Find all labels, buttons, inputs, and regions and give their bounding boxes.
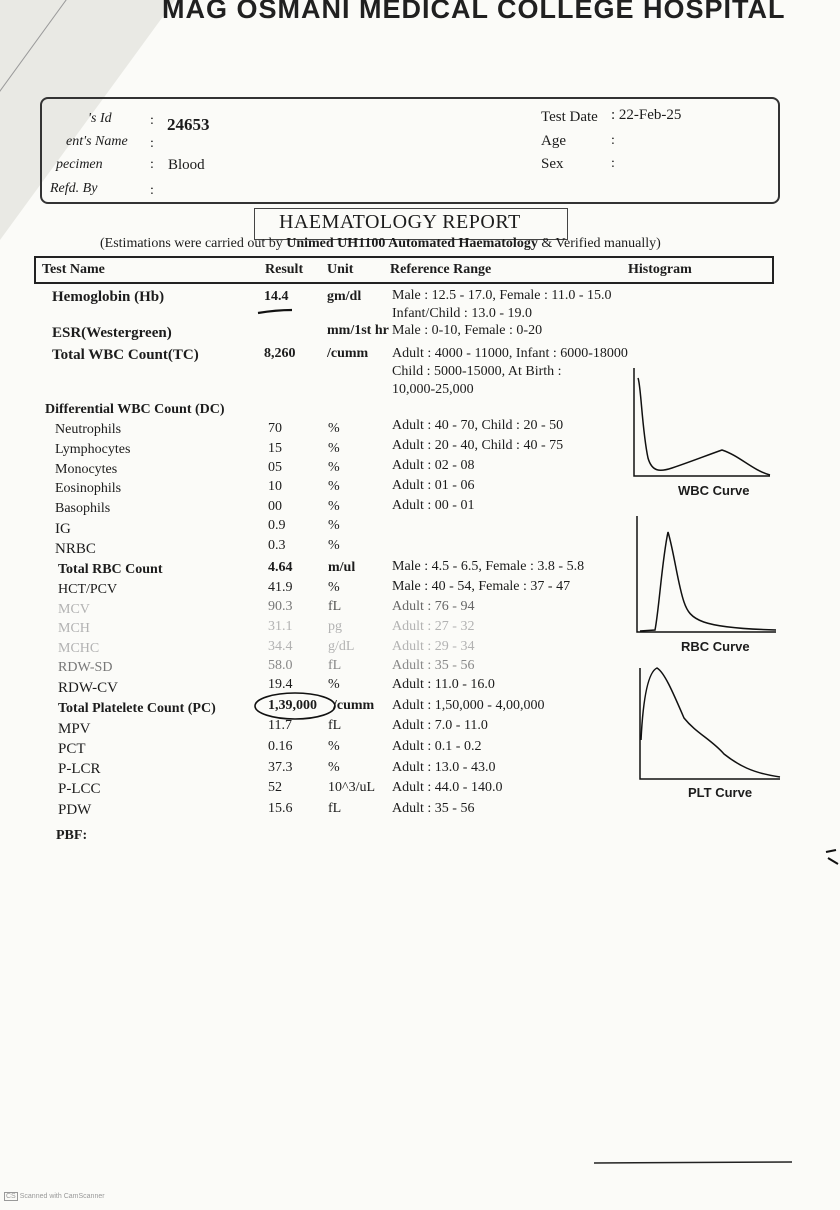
unit-hb: gm/dl: [327, 289, 362, 304]
patient-id-value: 24653: [167, 115, 210, 134]
result-lymphocytes: 15: [268, 441, 282, 456]
result-eosinophils: 10: [268, 479, 282, 494]
unit-p-lcc: 10^3/uL: [328, 780, 376, 795]
test-name-mch: MCH: [58, 621, 90, 636]
unit-rbc: m/ul: [328, 560, 356, 575]
unit-nrbc: %: [328, 538, 340, 553]
result-monocytes: 05: [268, 460, 282, 475]
age-label: Age: [541, 133, 566, 149]
test-name-rdw-sd: RDW-SD: [58, 660, 113, 675]
unit-neutrophils: %: [328, 421, 340, 436]
unit-lymphocytes: %: [328, 441, 340, 456]
ref-lymphocytes: Adult : 20 - 40, Child : 40 - 75: [392, 438, 564, 453]
test-name-p-lcc: P-LCC: [58, 781, 101, 797]
result-p-lcc: 52: [268, 780, 282, 795]
result-rdw-cv: 19.4: [268, 677, 293, 692]
patient-id-separator: :: [150, 113, 154, 128]
test-name-monocytes: Monocytes: [55, 462, 118, 477]
ref-p-lcc: Adult : 44.0 - 140.0: [392, 780, 503, 795]
result-pdw: 15.6: [268, 801, 293, 816]
unit-ig: %: [328, 518, 340, 533]
ref-mpv: Adult : 7.0 - 11.0: [392, 718, 488, 733]
ref-mch: Adult : 27 - 32: [392, 619, 475, 634]
unit-rdw-sd: fL: [328, 658, 342, 673]
test-name-ig: IG: [55, 521, 71, 537]
ref-esr-1: Male : 0-10, Female : 0-20: [392, 323, 543, 338]
wbc-histogram: [634, 368, 770, 476]
hb-underline-mark: [258, 310, 292, 313]
test-name-rbc: Total RBC Count: [58, 562, 163, 577]
platelet-circle-mark: [255, 693, 335, 719]
column-unit: Unit: [327, 262, 354, 277]
ref-tc-3: 10,000-25,000: [392, 382, 474, 397]
wbc-axes: [634, 368, 770, 476]
result-hct: 41.9: [268, 580, 293, 595]
sex-separator: :: [611, 156, 615, 171]
unit-mpv: fL: [328, 718, 342, 733]
test-name-tc: Total WBC Count(TC): [52, 347, 199, 363]
wbc-curve: [638, 378, 770, 475]
unit-hct: %: [328, 580, 340, 595]
subtitle-analyzer: Unimed UH1100 Automated Haematology: [286, 236, 538, 251]
unit-mcv: fL: [328, 599, 342, 614]
edge-pen-mark: [826, 850, 838, 864]
test-name-pct: PCT: [58, 741, 86, 757]
specimen-separator: :: [150, 157, 154, 172]
test-name-basophils: Basophils: [55, 501, 111, 516]
result-hb: 14.4: [264, 289, 289, 304]
ref-platelet: Adult : 1,50,000 - 4,00,000: [392, 698, 545, 713]
result-basophils: 00: [268, 499, 282, 514]
ref-hct: Male : 40 - 54, Female : 37 - 47: [392, 579, 571, 594]
unit-pct: %: [328, 739, 340, 754]
test-name-lymphocytes: Lymphocytes: [55, 442, 131, 457]
test-name-mpv: MPV: [58, 721, 91, 737]
signature-line: [594, 1162, 792, 1163]
plt-axes: [640, 668, 780, 779]
unit-tc: /cumm: [327, 346, 369, 361]
result-pct: 0.16: [268, 739, 293, 754]
test-name-hb: Hemoglobin (Hb): [52, 289, 165, 305]
hospital-name: MAG OSMANI MEDICAL COLLEGE HOSPITAL: [162, 0, 786, 24]
test-name-rdw-cv: RDW-CV: [58, 680, 118, 696]
test-name-pdw: PDW: [58, 802, 92, 818]
refd-by-separator: :: [150, 183, 154, 198]
ref-neutrophils: Adult : 40 - 70, Child : 20 - 50: [392, 418, 564, 433]
subtitle-prefix: (Estimations were carried out by: [100, 236, 287, 251]
result-rbc: 4.64: [268, 560, 293, 575]
result-ig: 0.9: [268, 518, 286, 533]
column-reference-range: Reference Range: [390, 262, 492, 277]
ref-mcv: Adult : 76 - 94: [392, 599, 475, 614]
test-name-esr: ESR(Westergreen): [52, 325, 172, 341]
column-result: Result: [265, 262, 304, 277]
ref-tc-2: Child : 5000-15000, At Birth :: [392, 364, 562, 379]
result-mch: 31.1: [268, 619, 293, 634]
ref-mchc: Adult : 29 - 34: [392, 639, 475, 654]
unit-eosinophils: %: [328, 479, 340, 494]
test-name-pbf: PBF:: [56, 828, 88, 843]
result-mpv: 11.7: [268, 718, 292, 733]
rbc-curve: [640, 532, 776, 631]
ref-eosinophils: Adult : 01 - 06: [392, 478, 475, 493]
result-mchc: 34.4: [268, 639, 293, 654]
scanner-watermark: [4, 1193, 105, 1200]
ref-tc-1: Adult : 4000 - 11000, Infant : 6000-18000: [392, 346, 628, 361]
ref-basophils: Adult : 00 - 01: [392, 498, 475, 513]
sex-label: Sex: [541, 156, 564, 172]
unit-basophils: %: [328, 499, 340, 514]
unit-esr: mm/1st hr: [327, 323, 389, 338]
ref-rdw-cv: Adult : 11.0 - 16.0: [392, 677, 495, 692]
specimen-label: pecimen: [56, 157, 103, 172]
ref-hb-1: Male : 12.5 - 17.0, Female : 11.0 - 15.0: [392, 288, 612, 303]
refd-by-label: Refd. By: [50, 181, 98, 196]
test-date-label: Test Date: [541, 109, 598, 125]
result-rdw-sd: 58.0: [268, 658, 293, 673]
ref-pct: Adult : 0.1 - 0.2: [392, 739, 482, 754]
specimen-value: Blood: [168, 157, 205, 173]
test-name-nrbc: NRBC: [55, 541, 96, 557]
patient-name-separator: :: [150, 136, 154, 151]
patient-name-label: ent's Name: [66, 134, 128, 149]
unit-platelet: /cumm: [333, 698, 375, 713]
scanner-text: Scanned with CamScanner: [19, 1193, 105, 1200]
ref-hb-2: Infant/Child : 13.0 - 19.0: [392, 306, 532, 321]
rbc-histogram: [637, 516, 776, 632]
ref-monocytes: Adult : 02 - 08: [392, 458, 475, 473]
wbc-curve-label: WBC Curve: [678, 483, 750, 498]
unit-monocytes: %: [328, 460, 340, 475]
test-date-value: : 22-Feb-25: [611, 107, 682, 123]
plt-histogram: [640, 668, 780, 779]
scanner-logo: CS: [6, 1193, 16, 1200]
test-name-hct: HCT/PCV: [58, 582, 118, 597]
age-separator: :: [611, 133, 615, 148]
plt-curve: [641, 668, 780, 777]
unit-pdw: fL: [328, 801, 342, 816]
rbc-curve-label: RBC Curve: [681, 639, 750, 654]
test-name-mchc: MCHC: [58, 641, 100, 656]
result-tc: 8,260: [264, 346, 296, 361]
result-platelet: 1,39,000: [268, 698, 317, 713]
unit-mch: pg: [328, 619, 342, 634]
test-name-neutrophils: Neutrophils: [55, 422, 122, 437]
ref-pdw: Adult : 35 - 56: [392, 801, 475, 816]
ref-p-lcr: Adult : 13.0 - 43.0: [392, 760, 496, 775]
dc-heading: Differential WBC Count (DC): [45, 402, 225, 417]
column-test-name: Test Name: [42, 262, 105, 277]
result-nrbc: 0.3: [268, 538, 286, 553]
test-name-eosinophils: Eosinophils: [55, 481, 122, 496]
ref-rdw-sd: Adult : 35 - 56: [392, 658, 475, 673]
subtitle-suffix: & Verified manually): [537, 236, 661, 251]
test-name-p-lcr: P-LCR: [58, 761, 101, 777]
plt-curve-label: PLT Curve: [688, 785, 753, 800]
report-title: HAEMATOLOGY REPORT: [279, 211, 521, 233]
result-neutrophils: 70: [268, 421, 282, 436]
unit-rdw-cv: %: [328, 677, 340, 692]
result-p-lcr: 37.3: [268, 760, 293, 775]
unit-mchc: g/dL: [328, 639, 355, 654]
ref-rbc: Male : 4.5 - 6.5, Female : 3.8 - 5.8: [392, 559, 585, 574]
test-name-platelet: Total Platelete Count (PC): [58, 701, 216, 716]
test-name-mcv: MCV: [58, 602, 90, 617]
patient-id-label: 's Id: [88, 111, 112, 126]
unit-p-lcr: %: [328, 760, 340, 775]
column-histogram: Histogram: [628, 262, 692, 277]
result-mcv: 90.3: [268, 599, 293, 614]
